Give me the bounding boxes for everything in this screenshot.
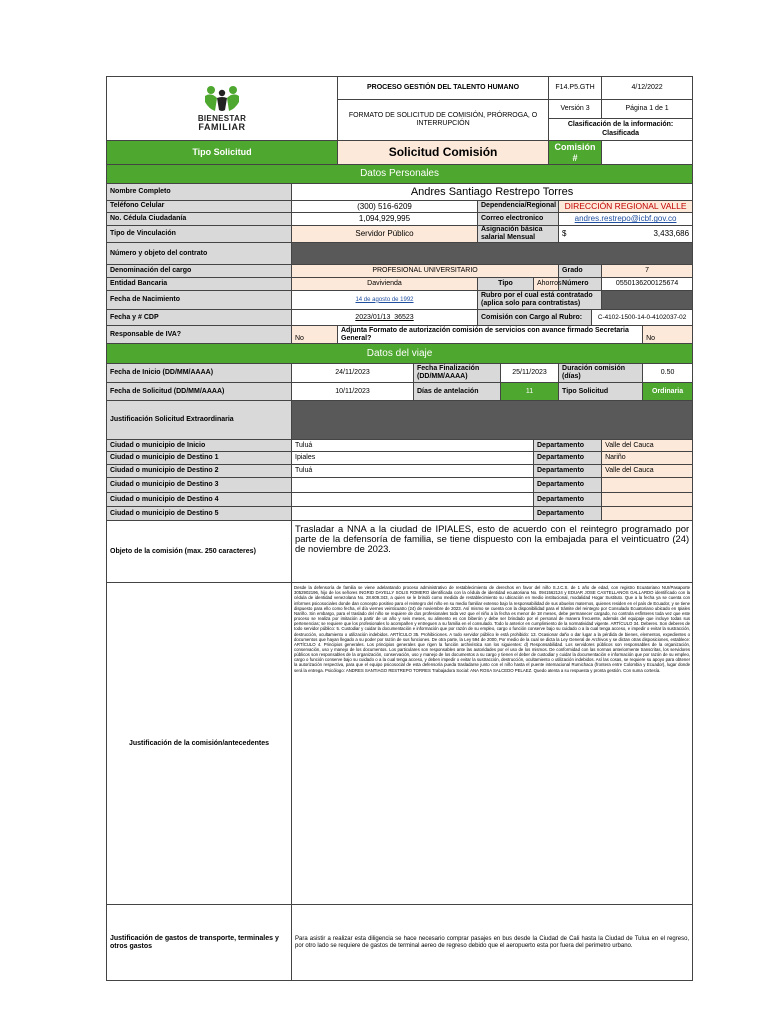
fecha-fin-label: Fecha Finalización (DD/MM/AAAA) [414,364,501,383]
city-row [107,452,693,465]
process-title: PROCESO GESTIÓN DEL TALENTO HUMANO [338,77,549,100]
request-form [106,76,692,981]
family-logo-icon [202,84,242,114]
city-row [107,493,693,507]
fecha-fin-value[interactable]: 25/11/2023 [501,364,559,383]
city-row [107,478,693,493]
city-row [107,465,693,478]
city-value[interactable]: Tuluá [292,465,534,478]
formato-secretaria-value[interactable]: No [643,326,693,344]
tipo-solicitud-viaje-label: Tipo Solicitud [559,383,643,401]
numero-cuenta-label: Número [559,278,602,291]
format-code: F14.P5.GTH [549,77,602,100]
logo-cell [107,77,338,141]
format-date: 4/12/2022 [602,77,693,100]
city-value[interactable] [292,478,534,493]
grado-value[interactable]: 7 [602,265,693,278]
city-value[interactable] [292,507,534,521]
contrato-value [292,243,693,265]
comision-number-label: Comisión # [549,141,602,165]
rubro-contratista-value [602,291,693,310]
departamento-label: Departamento [534,478,602,493]
cdp-value[interactable]: 2023/01/13_36523 [292,310,478,326]
departamento-value[interactable] [602,478,693,493]
rubro-cargo-value[interactable]: C-4102-1500-14-0-4102037-02 [592,310,693,326]
iva-label: Responsable de IVA? [107,326,292,344]
contrato-label: Número y objeto del contrato [107,243,292,265]
city-value[interactable]: Tuluá [292,440,534,452]
asignacion-value: 3,433,686 [653,229,690,239]
nacimiento-value[interactable]: 14 de agosto de 1992 [292,291,478,310]
city-label: Ciudad o municipio de Destino 1 [107,452,292,465]
fecha-inicio-label: Fecha de Inicio (DD/MM/AAAA) [107,364,292,383]
comision-number-value[interactable] [602,141,693,165]
iva-value[interactable]: No [292,326,338,344]
fecha-solicitud-value[interactable]: 10/11/2023 [292,383,414,401]
duracion-label: Duración comisión (días) [559,364,643,383]
objeto-value[interactable]: Trasladar a NNA a la ciudad de IPIALES, esto de acuerdo con el reintegro programado por parte de la defensoría de familia, se tiene dispuesto con la embajada para el veinticuatro (24) de noviembre de 2023. [292,521,693,583]
city-label: Ciudad o municipio de Destino 4 [107,493,292,507]
vinculacion-label: Tipo de Vinculación [107,226,292,243]
departamento-value[interactable]: Valle del Cauca [602,465,693,478]
bienestar-familiar-logo [110,84,334,133]
correo-value[interactable]: andres.restrepo@icbf.gov.co [559,213,693,226]
gastos-value[interactable]: Para asistir a realizar esta diligencia se hace necesario comprar pasajes en bus desde la Ciudad de Cali hasta la Ciudad de Tulua en el regreso, por otro lado se requiere de gastos de terminal aereo de regreso debido que el aeropuerto esta por fuera del perimetro urbano. [292,905,693,981]
tipo-cuenta-value[interactable]: Ahorros [534,278,559,291]
duracion-value[interactable]: 0.50 [643,364,693,383]
fecha-inicio-value[interactable]: 24/11/2023 [292,364,414,383]
format-title: FORMATO DE SOLICITUD DE COMISIÓN, PRÓRROGA, O INTERRUPCIÓN [338,100,549,141]
section-datos-personales: Datos Personales [107,165,693,184]
format-version: Versión 3 [549,100,602,119]
departamento-label: Departamento [534,507,602,521]
departamento-value[interactable]: Valle del Cauca [602,440,693,452]
tipo-cuenta-label: Tipo [478,278,534,291]
cargo-label: Denominación del cargo [107,265,292,278]
dependencia-label: Dependencia/Regional [478,201,559,213]
telefono-value[interactable]: (300) 516-6209 [292,201,478,213]
departamento-label: Departamento [534,440,602,452]
tipo-solicitud-value[interactable]: Solicitud Comisión [338,141,549,165]
city-value[interactable]: Ipiales [292,452,534,465]
logo-text-bienestar: BIENESTAR [197,114,247,124]
departamento-value[interactable]: Nariño [602,452,693,465]
classification-value: Clasificada [602,129,640,137]
departamento-label: Departamento [534,452,602,465]
nacimiento-label: Fecha de Nacimiento [107,291,292,310]
rubro-contratista-label: Rubro por el cual está contratado (aplica solo para contratistas) [478,291,602,310]
tipo-solicitud-viaje-value: Ordinaria [643,383,693,401]
city-label: Ciudad o municipio de Destino 2 [107,465,292,478]
banco-value[interactable]: Davivienda [292,278,478,291]
departamento-label: Departamento [534,493,602,507]
rubro-cargo-label: Comisión con Cargo al Rubro: [478,310,592,326]
format-page: Página 1 de 1 [602,100,693,119]
asignacion-currency: $ [562,229,567,239]
nombre-label: Nombre Completo [107,184,292,201]
antelacion-value: 11 [501,383,559,401]
banco-label: Entidad Bancaria [107,278,292,291]
section-datos-viaje: Datos del viaje [107,344,693,364]
cargo-value[interactable]: PROFESIONAL UNIVERSITARIO [292,265,559,278]
city-label: Ciudad o municipio de Destino 3 [107,478,292,493]
grado-label: Grado [559,265,602,278]
fecha-solicitud-label: Fecha de Solicitud (DD/MM/AAAA) [107,383,292,401]
logo-text-familiar: FAMILIAR [198,122,246,133]
departamento-value[interactable] [602,507,693,521]
justificacion-value[interactable]: Desde la defensoría de familia se viene adelantando proceso administrativo de restablecimiento de derechos en favor del niño S.J.C.S. de 1 año de edad, con registro Ecuatoriano NUI/Pasaporte 3052902196, hijo de los señores INGRID DAYELLY SOLIS ROMERO identificada con la cédula de identidad ecuatoriana No. 0941562124 y EDUAR JOSE CASTELLANOS GALLARDO identificado con la cédula de identidad venezolana No. 28.609.343, a quien se le brindó como medida de restablecimiento su ubicación en medio institucional, modalidad Hogar Sustituto. Que a la fecha ya se cuenta con informes psicosociales donde dan concepto positivo para el reintegro del niño en su medio familiar extenso bajo la responsabilidad de sus abuelos maternos, quienes residen en el país de Ecuador, y se tiene dispuesto para ello como fecha, el día viernes veinticuatro (24) de noviembre de 2023. Así mismo se cuenta con la disponibilidad para el trámite del reintegro por Consulado Ecuatoriano ubicado en Ipiales Nariño. Sin embargo, para el traslado del niño se requiere de dos profesionales toda vez que el niño a la fecha es menor de 18 meses, debe permanecer cargado, no controla esfínteres toda vez que este proceso se realiza por imitación a partir de un año y seis meses, su alimento es con biberón y debe ser brindado por el personal de manera frecuente, además del equipaje que incluye todas sus pertenencias; se requiere que los profesionales lo acompañen y entreguen a su familia en el consulado. Todo lo anterior en cumplimiento de la normatividad vigente. ARTÍCULO 34. Deberes. Son deberes de todo servidor público: 5. Custodiar y cuidar la documentación e información que por razón de su empleo, cargo o función conserve bajo su cuidado o a la cual tenga acceso, e impedir o evitar la sustracción, destrucción, ocultamiento o utilización indebidos. ARTÍCULO 35. Prohibiciones. A todo servidor público le está prohibido: 13. Ocasionar daño o dar lugar a la pérdida de bienes, elementos, expedientes o documentos que hayan llegado a su poder por razón de sus funciones. De otra parte, la Ley 594 de 2000, Por medio de la cual se dicta la Ley General de Archivos y se dictan otras disposiciones, establece: ARTÍCULO 4. Principios generales. Los principios generales que rigen la función archivística son los siguientes: d) Responsabilidad. Los servidores públicos son responsables de la organización, conservación, uso y manejo de los documentos. Los particulares son responsables ante las autoridades por el uso de los mismos. De conformidad con las normas anteriormente transcritas, los servidores públicos son responsables de la organización, conservación, uso y manejo de los documentos a su cargo y tienen el deber de custodiar y cuidar la documentación e información que por razón de su empleo, cargo o función conserve bajo su cuidado o a la cual tenga acceso, y deben impedir o evitar la sustracción, destrucción, ocultamiento o utilización indebidos. Así las cosas, se requiere su apoyo para obtener la autorización respectiva, para que el equipo psicosocial de esta defensoría pueda trasladarse junto con el niño hasta el puente internacional Rumichaca (frontera entre Colombia y Ecuador), lugar donde será la entrega. Psicólogo: ANDRES SANTIAGO RESTREPO TORRES Trabajadora Social: ANA ROSA SALCEDO PELAEZ. Quedo atenta a su respuesta y pronta gestión. Con suma cortesía. [292,583,693,905]
city-row [107,440,693,452]
nombre-value[interactable]: Andres Santiago Restrepo Torres [292,184,693,201]
city-label: Ciudad o municipio de Destino 5 [107,507,292,521]
objeto-label: Objeto de la comisión (max. 250 caracteres) [107,521,292,583]
vinculacion-value[interactable]: Servidor Público [292,226,478,243]
cdp-label: Fecha y # CDP [107,310,292,326]
city-value[interactable] [292,493,534,507]
cedula-label: No. Cédula Ciudadanía [107,213,292,226]
tipo-solicitud-label: Tipo Solicitud [107,141,338,165]
antelacion-label: Días de antelación [414,383,501,401]
numero-cuenta-value[interactable]: 0550136200125674 [602,278,693,291]
justificacion-label: Justificación de la comisión/antecedentes [107,583,292,905]
departamento-label: Departamento [534,465,602,478]
cedula-value[interactable]: 1,094,929,995 [292,213,478,226]
gastos-label: Justificación de gastos de transporte, terminales y otros gastos [107,905,292,981]
telefono-label: Teléfono Celular [107,201,292,213]
city-row [107,507,693,521]
extraordinaria-value [292,401,693,440]
dependencia-value[interactable]: DIRECCIÓN REGIONAL VALLE [559,201,693,213]
classification [549,119,693,141]
extraordinaria-label: Justificación Solicitud Extraordinaria [107,401,292,440]
asignacion-value-cell[interactable] [559,226,693,243]
city-label: Ciudad o municipio de Inicio [107,440,292,452]
formato-secretaria-label: Adjunta Formato de autorización comisión de servicios con avance firmado Secretaria General? [338,326,643,344]
classification-label: Clasificación de la información: [567,121,674,129]
correo-label: Correo electronico [478,213,559,226]
asignacion-label: Asignación básica salarial Mensual [478,226,559,243]
departamento-value[interactable] [602,493,693,507]
